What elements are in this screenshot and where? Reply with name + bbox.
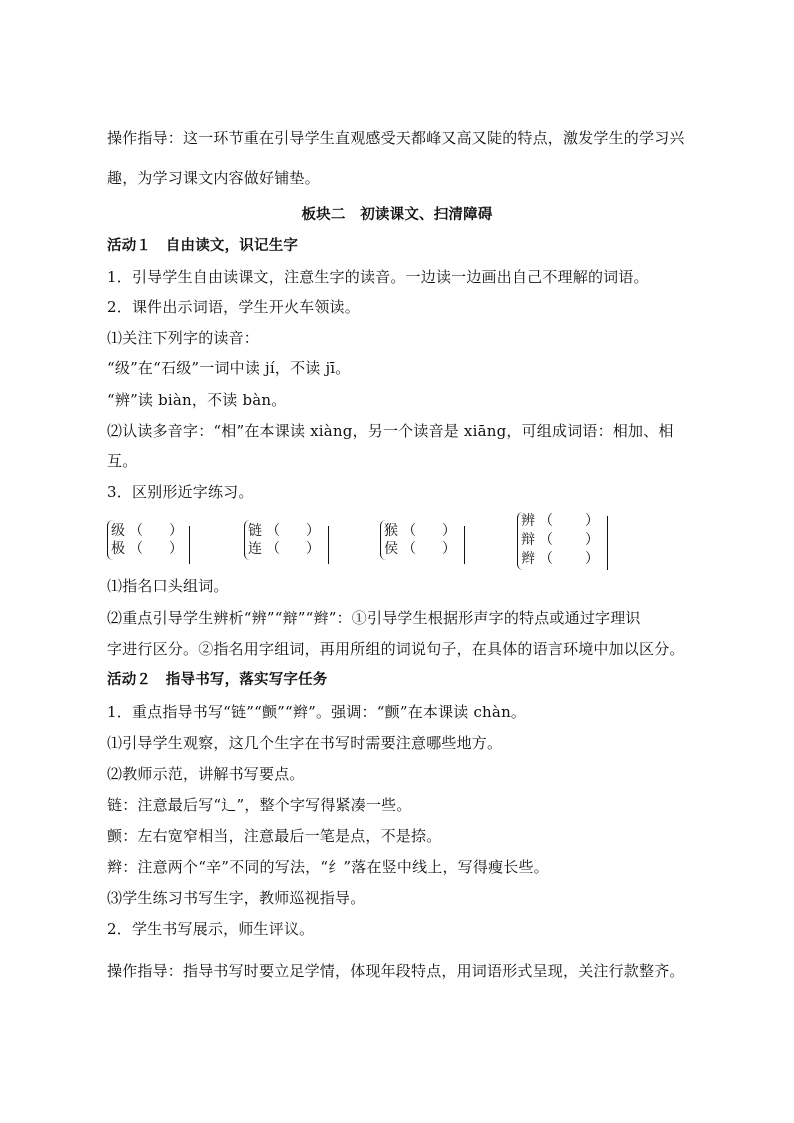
activity-1-item-3: 3．区别形近字练习。 <box>107 483 254 501</box>
activity-2-sub-3: ⑶学生练习书写生字，教师巡视指导。 <box>107 889 366 907</box>
exercise-group-lian: 链 （ ） 连 （ ） <box>244 512 344 572</box>
writing-tip-bian: 辫：注意两个“辛”不同的写法，“纟”落在竖中线上，写得瘦长些。 <box>107 858 549 876</box>
exercise-char: 极 <box>111 541 125 557</box>
right-bar <box>189 526 190 564</box>
activity-2-title: 活动２ 指导书写，落实写字任务 <box>107 672 328 688</box>
activity-2-item-2: 2．学生书写展示，师生评议。 <box>107 920 315 938</box>
activity-1-title: 活动１ 自由读文，识记生字 <box>107 238 299 254</box>
activity-2-item-1: 1．重点指导书写“链”“颤”“辫”。强调：“颤”在本课读 chàn。 <box>107 703 527 721</box>
exercise-group-hou: 猴 （ ） 侯 （ ） <box>380 512 480 572</box>
writing-tip-lian: 链：注意最后写“辶”，整个字写得紧凑一些。 <box>107 796 412 814</box>
closing-guidance: 操作指导：指导书写时要立足学情，体现年段特点，用词语形式呈现，关注行款整齐。 <box>107 962 685 980</box>
exercise-char: 级 <box>111 523 125 539</box>
exercise-char: 猴 <box>384 523 398 539</box>
polyphone-line-2: 互。 <box>107 452 138 470</box>
activity-1-item-2: 2．课件出示词语，学生开火车领读。 <box>107 298 360 316</box>
exercise-step-2-line-1: ⑵重点引导学生辨析“辨”“辩”“辫”：①引导学生根据形声字的特点或通过字理识 <box>107 609 641 627</box>
exercise-char: 侯 <box>384 541 398 557</box>
exercise-group-bian: 辨 （ ） 辩 （ ） 辫 （ ） <box>517 512 627 572</box>
exercise-char: 辫 <box>521 551 535 567</box>
exercise-char: 连 <box>248 541 262 557</box>
section-title: 板块二 初读课文、扫清障碍 <box>301 207 493 223</box>
exercise-char: 辩 <box>521 532 535 548</box>
exercise-step-2-line-2: 字进行区分。②指名用字组词，再用所组的词说句子，在具体的语言环境中加以区分。 <box>107 640 685 658</box>
activity-2-sub-2: ⑵教师示范，讲解书写要点。 <box>107 765 305 783</box>
similar-characters-exercise <box>107 512 627 572</box>
exercise-char: 链 <box>248 523 262 539</box>
right-bar <box>607 516 608 570</box>
pronunciation-ji: “级”在“石级”一词中读 jí，不读 jī。 <box>107 359 351 377</box>
pronunciation-heading: ⑴关注下列字的读音： <box>107 329 260 347</box>
activity-2-sub-1: ⑴引导学生观察，这几个生字在书写时需要注意哪些地方。 <box>107 734 503 752</box>
exercise-step-1: ⑴指名口头组词。 <box>107 577 229 595</box>
right-bar <box>328 526 329 564</box>
activity-1-item-1: 1．引导学生自由读课文，注意生字的读音。一边读一边画出自己不理解的词语。 <box>107 268 649 286</box>
exercise-group-ji: 级 （ ） 极 （ ） <box>107 512 207 572</box>
writing-tip-chan: 颤：左右宽窄相当，注意最后一笔是点，不是捺。 <box>107 827 442 845</box>
intro-line-2: 趣，为学习课文内容做好铺垫。 <box>107 169 320 187</box>
right-bar <box>464 526 465 564</box>
intro-line-1: 操作指导：这一环节重在引导学生直观感受天都峰又高又陡的特点，激发学生的学习兴 <box>107 129 685 147</box>
exercise-char: 辨 <box>521 513 535 529</box>
polyphone-line-1: ⑵认读多音字：“相”在本课读 xiàng，另一个读音是 xiāng，可组成词语：相加、相 <box>107 422 674 440</box>
pronunciation-bian: “辨”读 biàn，不读 bàn。 <box>107 391 287 409</box>
